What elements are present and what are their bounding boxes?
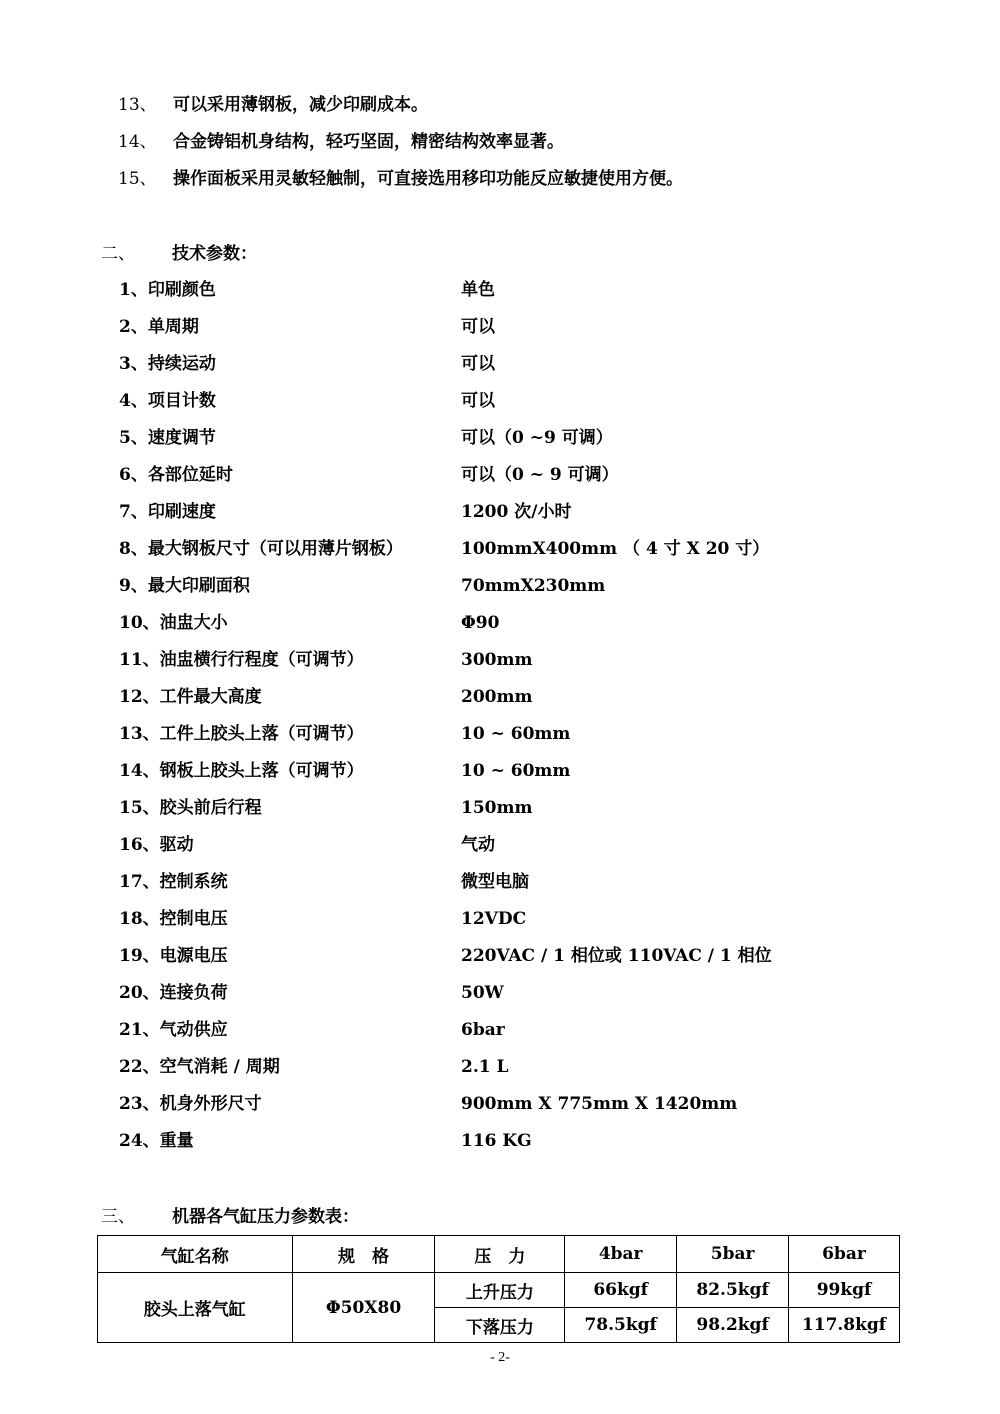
section-heading-cylinder-table [101, 1206, 359, 1228]
table-header-row [98, 1236, 900, 1273]
feature-list [118, 94, 958, 205]
param-value: 微型电脑 [461, 872, 529, 892]
feature-number: 14、 [118, 132, 157, 152]
param-row [119, 1056, 919, 1093]
table-header-cell: 4bar [565, 1236, 677, 1273]
param-label: 8、最大钢板尺寸（可以用薄片钢板） [119, 539, 403, 559]
param-row [119, 279, 919, 316]
param-value: 单色 [461, 280, 495, 300]
param-row [119, 649, 919, 686]
param-value: 116 KG [461, 1131, 532, 1151]
param-value: 可以（0 ~ 9 可调） [461, 465, 619, 485]
param-row [119, 464, 919, 501]
feature-item [118, 94, 958, 131]
table-cell: 66kgf [565, 1273, 677, 1308]
param-label: 4、项目计数 [119, 391, 216, 411]
param-label: 13、工件上胶头上落（可调节） [119, 724, 364, 744]
param-label: 12、工件最大高度 [119, 687, 262, 707]
param-label: 17、控制系统 [119, 872, 228, 892]
cylinder-spec-cell: Φ50X80 [292, 1273, 435, 1343]
param-label: 14、钢板上胶头上落（可调节） [119, 761, 364, 781]
feature-text: 可以采用薄钢板，减少印刷成本。 [173, 95, 428, 115]
param-value: 可以 [461, 391, 495, 411]
param-row [119, 723, 919, 760]
param-row [119, 538, 919, 575]
param-value: 220VAC / 1 相位或 110VAC / 1 相位 [461, 946, 772, 966]
param-value: 10 ~ 60mm [461, 761, 571, 781]
param-value: Φ90 [461, 613, 500, 633]
param-row [119, 316, 919, 353]
param-row [119, 871, 919, 908]
param-row [119, 1130, 919, 1167]
table-row [98, 1273, 900, 1308]
param-value: 2.1 L [461, 1057, 509, 1077]
table-header-cell: 规 格 [292, 1236, 435, 1273]
table-cell: 78.5kgf [565, 1308, 677, 1343]
param-row [119, 686, 919, 723]
feature-text: 操作面板采用灵敏轻触制，可直接选用移印功能反应敏捷使用方便。 [173, 169, 683, 189]
param-row [119, 908, 919, 945]
param-value: 可以（0 ~9 可调） [461, 428, 613, 448]
param-value: 100mmX400mm （ 4 寸 X 20 寸） [461, 539, 770, 559]
section-number: 二、 [101, 244, 135, 264]
feature-text: 合金铸铝机身结构，轻巧坚固，精密结构效率显著。 [173, 132, 564, 152]
param-label: 22、空气消耗 / 周期 [119, 1057, 280, 1077]
table-cell: 98.2kgf [677, 1308, 789, 1343]
param-label: 9、最大印刷面积 [119, 576, 250, 596]
param-label: 10、油盅大小 [119, 613, 228, 633]
param-label: 3、持续运动 [119, 354, 216, 374]
param-label: 23、机身外形尺寸 [119, 1094, 262, 1114]
param-row [119, 760, 919, 797]
param-label: 11、油盅横行行程度（可调节） [119, 650, 364, 670]
param-row [119, 982, 919, 1019]
feature-number: 13、 [118, 95, 157, 115]
param-row [119, 945, 919, 982]
table-header-cell: 5bar [677, 1236, 789, 1273]
param-row [119, 575, 919, 612]
param-value: 300mm [461, 650, 533, 670]
param-value: 900mm X 775mm X 1420mm [461, 1094, 738, 1114]
param-row [119, 834, 919, 871]
table-cell: 117.8kgf [789, 1308, 900, 1343]
param-row [119, 797, 919, 834]
pressure-label-cell: 上升压力 [435, 1273, 565, 1308]
param-label: 7、印刷速度 [119, 502, 216, 522]
param-row [119, 501, 919, 538]
param-label: 18、控制电压 [119, 909, 228, 929]
param-label: 21、气动供应 [119, 1020, 228, 1040]
tech-param-list [119, 279, 919, 1167]
param-value: 可以 [461, 354, 495, 374]
section-number: 三、 [101, 1207, 135, 1227]
param-label: 19、电源电压 [119, 946, 228, 966]
param-label: 6、各部位延时 [119, 465, 233, 485]
param-value: 6bar [461, 1020, 505, 1040]
table-cell: 99kgf [789, 1273, 900, 1308]
param-label: 2、单周期 [119, 317, 199, 337]
cylinder-name-cell: 胶头上落气缸 [98, 1273, 293, 1343]
param-label: 16、驱动 [119, 835, 194, 855]
feature-number: 15、 [118, 169, 157, 189]
param-value: 200mm [461, 687, 533, 707]
param-label: 24、重量 [119, 1131, 194, 1151]
feature-item [118, 168, 958, 205]
param-value: 气动 [461, 835, 495, 855]
param-value: 10 ~ 60mm [461, 724, 571, 744]
param-value: 可以 [461, 317, 495, 337]
param-label: 20、连接负荷 [119, 983, 228, 1003]
param-row [119, 353, 919, 390]
section-title: 技术参数： [172, 244, 257, 264]
param-row [119, 1019, 919, 1056]
cylinder-pressure-table [97, 1235, 900, 1343]
table-header-cell: 压 力 [435, 1236, 565, 1273]
param-label: 5、速度调节 [119, 428, 216, 448]
param-row [119, 612, 919, 649]
param-value: 70mmX230mm [461, 576, 606, 596]
param-value: 12VDC [461, 909, 527, 929]
table-header-cell: 6bar [789, 1236, 900, 1273]
page-number: - 2- [490, 1350, 510, 1365]
param-row [119, 427, 919, 464]
param-value: 150mm [461, 798, 533, 818]
section-heading-tech-params [101, 243, 257, 265]
param-row [119, 390, 919, 427]
table-header-cell: 气缸名称 [98, 1236, 293, 1273]
param-row [119, 1093, 919, 1130]
param-label: 15、胶头前后行程 [119, 798, 262, 818]
table-cell: 82.5kgf [677, 1273, 789, 1308]
param-label: 1、印刷颜色 [119, 280, 216, 300]
param-value: 50W [461, 983, 504, 1003]
feature-item [118, 131, 958, 168]
pressure-label-cell: 下落压力 [435, 1308, 565, 1343]
param-value: 1200 次/小时 [461, 502, 572, 522]
section-title: 机器各气缸压力参数表： [172, 1207, 359, 1227]
